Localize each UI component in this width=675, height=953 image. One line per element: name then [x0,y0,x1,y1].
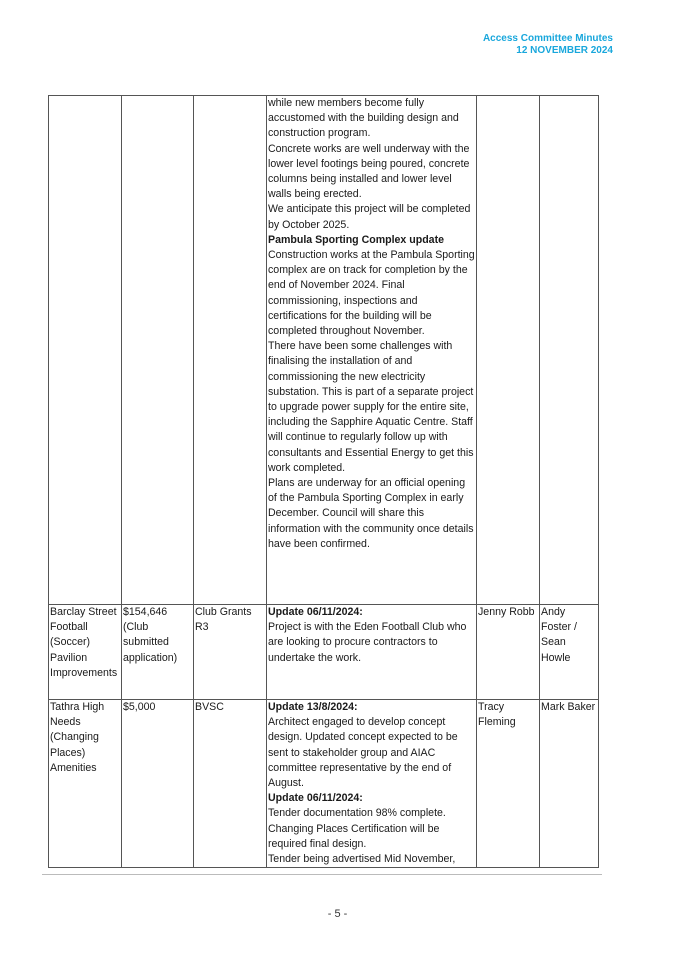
update-text: Construction works at the Pambula Sporting complex are on track for completion by the end of November 2024. Final commissioning, inspections and certifications for the building will be completed throughout November. [268,249,475,338]
cell-funding: BVSC [194,700,267,868]
cell-officer: Tracy Fleming [477,700,540,868]
update-heading: Update 06/11/2024: [268,792,363,805]
update-text: Architect engaged to develop concept design. Updated concept expected to be sent to stakeholder group and AIAC committee representative by the end of August. [268,716,458,790]
cell-amount: $154,646 (Club submitted application) [122,605,194,700]
table-row [49,96,599,605]
update-text: We anticipate this project will be completed by October 2025. [268,203,471,231]
cell-amount [122,96,194,605]
cell-project: Barclay Street Football (Soccer) Pavilion Improvements [49,605,122,700]
cell-manager: Andy Foster / Sean Howle [540,605,599,700]
update-text: Tender documentation 98% complete. [268,807,446,820]
update-text: There have been some challenges with finalising the installation of and commissioning the new electricity substation. This is part of a separate project to upgrade power supply for the entire site, including the Sapphire Aquatic Centre. Staff will continue to regularly follow up with consultants and Essential Energy to get this work completed. [268,340,474,474]
page-divider [42,874,602,875]
table-row [49,700,599,868]
table-row [49,605,599,700]
cell-manager [540,96,599,605]
cell-project: Tathra High Needs (Changing Places) Amenities [49,700,122,868]
update-heading: Pambula Sporting Complex update [268,233,444,246]
cell-funding [194,96,267,605]
update-heading: Update 13/8/2024: [268,701,358,713]
update-text: Project is with the Eden Football Club who are looking to procure contractors to undertake the work. [268,621,467,664]
cell-funding: Club Grants R3 [194,605,267,700]
minutes-table [48,95,599,868]
cell-update [267,700,477,868]
header-title: Access Committee Minutes [482,33,613,44]
cell-manager: Mark Baker [540,700,599,868]
header-date: 12 NOVEMBER 2024 [516,45,613,56]
update-text: Plans are underway for an official opening of the Pambula Sporting Complex in early December. Council will share this information with the community once details have been confirmed. [268,477,474,550]
cell-project [49,96,122,605]
cell-update [267,605,477,700]
cell-officer: Jenny Robb [477,605,540,700]
cell-update [267,96,477,605]
page-number: - 5 - [327,908,348,920]
update-text: Tender being advertised Mid November, [268,853,456,866]
cell-amount: $5,000 [122,700,194,868]
update-text: while new members become fully accustomed with the building design and construction program. [268,97,459,140]
cell-officer [477,96,540,605]
update-text: Concrete works are well underway with the lower level footings being poured, concrete columns being installed and lower level walls being erected. [268,142,470,201]
update-heading: Update 06/11/2024: [268,606,363,618]
update-text: Changing Places Certification will be required final design. [268,822,440,850]
document-header [483,33,613,57]
